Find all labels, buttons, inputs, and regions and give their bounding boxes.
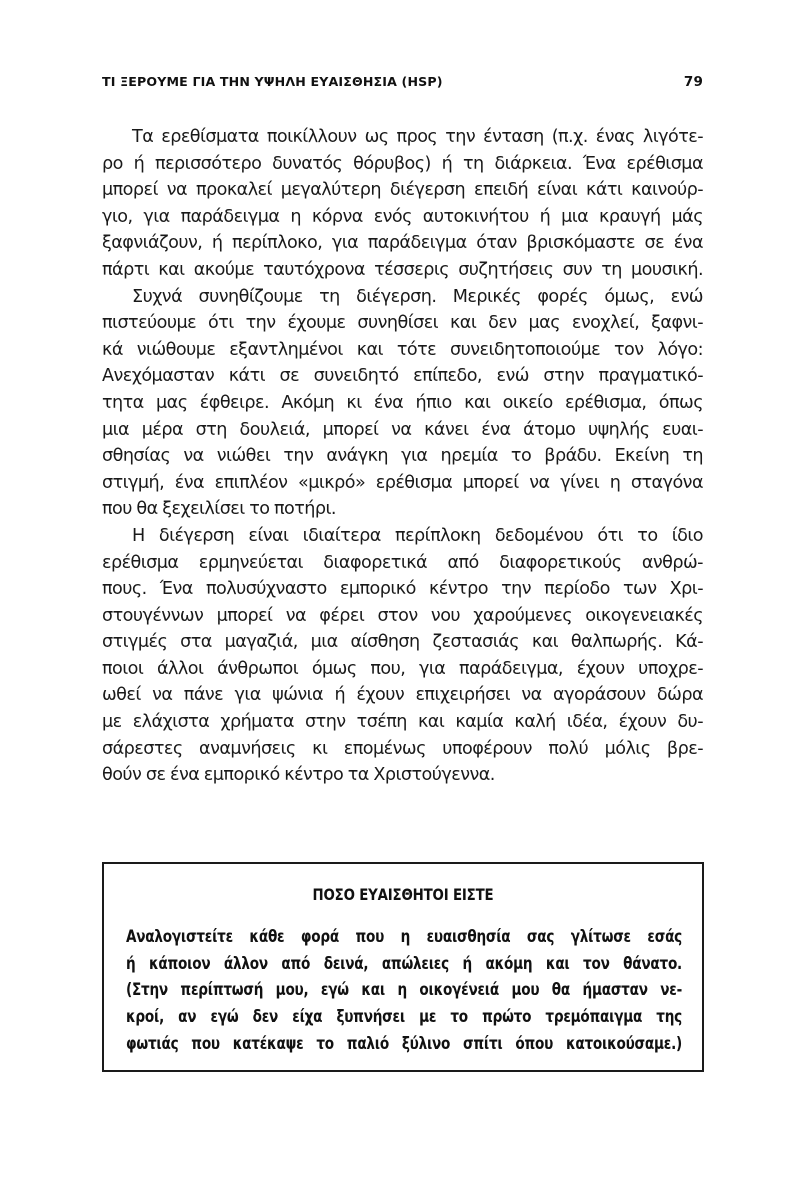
text-line: πιστεύουμε ότι την έχουμε συνηθίσει και δεν μας ενοχλεί, ξαφνι- <box>102 313 703 334</box>
text-line: ρο ή περισσότερο δυνατός θόρυβος) ή τη διάρκεια. Ένα ερέθισμα <box>102 153 703 174</box>
text-line: ποιοι άλλοι άνθρωποι όμως που, για παράδειγμα, έχουν υποχρε- <box>102 658 703 679</box>
text-line: τητα μας έφθειρε. Ακόμη κι ένα ήπιο και οικείο ερέθισμα, όπως <box>102 392 703 413</box>
text-line: ξαφνιάζουν, ή περίπλοκο, για παράδειγμα όταν βρισκόμαστε σε ένα <box>102 233 703 254</box>
box-text-line: (Στην περίπτωσή μου, εγώ και η οικογένειά μου θα ήμασταν νε- <box>126 980 682 1001</box>
text-line: Ανεχόμασταν κάτι σε συνειδητό επίπεδο, ενώ στην πραγματικό- <box>102 366 703 387</box>
exercise-box <box>102 862 704 1072</box>
exercise-box-body <box>126 924 682 1057</box>
box-text-line: φωτιάς που κατέκαψε το παλιό ξύλινο σπίτι όπου κατοικούσαμε.) <box>126 1033 682 1054</box>
text-line: ερέθισμα ερμηνεύεται διαφορετικά από διαφορετικούς ανθρώ- <box>102 552 703 573</box>
text-line: μπορεί να προκαλεί μεγαλύτερη διέγερση επειδή είναι κάτι καινούρ- <box>102 180 703 201</box>
text-line: κά νιώθουμε εξαντλημένοι και τότε συνειδητοποιούμε τον λόγο: <box>102 339 703 360</box>
text-line: σθησίας να νιώθει την ανάγκη για ηρεμία το βράδυ. Εκείνη τη <box>102 446 703 467</box>
paragraph <box>102 284 703 523</box>
text-line: Τα ερεθίσματα ποικίλλουν ως προς την ένταση (π.χ. ένας λιγότε- <box>132 127 703 147</box>
text-line: Συχνά συνηθίζουμε τη διέγερση. Μερικές φορές όμως, ενώ <box>132 286 703 307</box>
text-line: σάρεστες αναμνήσεις κι επομένως υποφέρουν πολύ μόλις βρε- <box>102 738 703 759</box>
page-number: 79 <box>683 74 703 90</box>
text-line: θούν σε ένα εμπορικό κέντρο τα Χριστούγεννα. <box>102 765 495 786</box>
text-line: στουγέννων μπορεί να φέρει στον νου χαρούμενες οικογενειακές <box>102 605 703 626</box>
text-line: μια μέρα στη δουλειά, μπορεί να κάνει ένα άτομο υψηλής ευαι- <box>102 419 703 440</box>
body-text <box>102 124 703 789</box>
box-text-line: ή κάποιον άλλον από δεινά, απώλειες ή ακόμη και τον θάνατο. <box>126 953 682 974</box>
chapter-title: ΤΙ ΞΕΡΟΥΜΕ ΓΙΑ ΤΗΝ ΥΨΗΛΗ ΕΥΑΙΣΘΗΣΙΑ (HSP) <box>102 74 443 89</box>
text-line: πάρτι και ακούμε ταυτόχρονα τέσσερις συζητήσεις συν τη μουσική. <box>102 259 703 280</box>
text-line: στιγμές στα μαγαζιά, μια αίσθηση ζεστασιάς και θαλπωρής. Κά- <box>102 632 703 653</box>
box-text-line: κροί, αν εγώ δεν είχα ξυπνήσει με το πρώτο τρεμόπαιγμα της <box>126 1007 682 1028</box>
paragraph <box>102 523 703 789</box>
text-line: πους. Ένα πολυσύχναστο εμπορικό κέντρο την περίοδο των Χρι- <box>102 579 703 600</box>
exercise-box-title: ΠΟΣΟ ΕΥΑΙΣΘΗΤΟΙ ΕΙΣΤΕ <box>312 886 494 904</box>
text-line: γιο, για παράδειγμα η κόρνα ενός αυτοκινήτου ή μια κραυγή μάς <box>102 206 703 227</box>
text-line: που θα ξεχειλίσει το ποτήρι. <box>102 499 336 520</box>
box-text-line: Αναλογιστείτε κάθε φορά που η ευαισθησία σας γλίτωσε εσάς <box>126 927 682 947</box>
text-line: Η διέγερση είναι ιδιαίτερα περίπλοκη δεδομένου ότι το ίδιο <box>132 525 703 546</box>
text-line: ωθεί να πάνε για ψώνια ή έχουν επιχειρήσει να αγοράσουν δώρα <box>102 685 703 706</box>
running-header <box>102 74 703 92</box>
paragraph <box>102 124 703 284</box>
text-line: με ελάχιστα χρήματα στην τσέπη και καμία καλή ιδέα, έχουν δυ- <box>102 712 703 733</box>
text-line: στιγμή, ένα επιπλέον «μικρό» ερέθισμα μπορεί να γίνει η σταγόνα <box>102 472 703 493</box>
